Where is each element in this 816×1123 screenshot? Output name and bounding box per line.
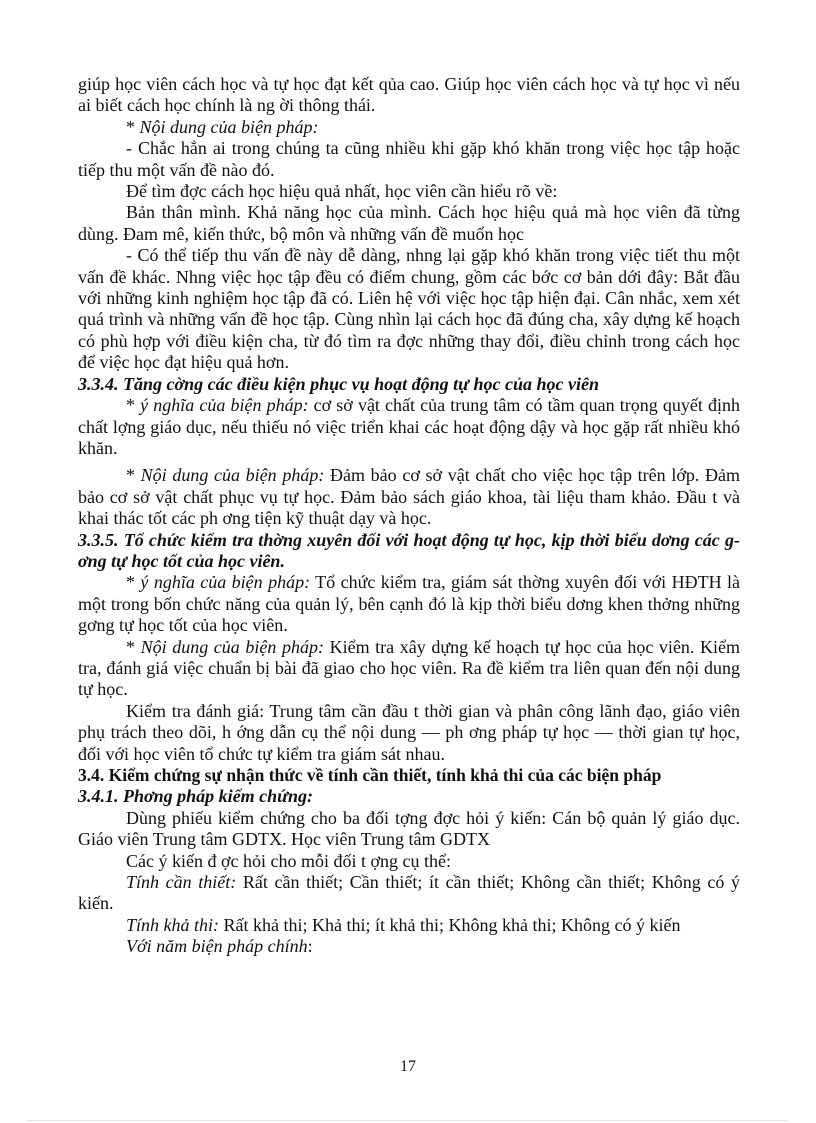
labeled-paragraph	[78, 915, 740, 936]
labeled-paragraph	[78, 465, 740, 529]
section-heading: 3.3.5. Tổ chức kiểm tra thờng xuyên đối với hoạt động tự học, kịp thời biểu dơng các gơng tự học tốt của học viên.	[78, 529, 740, 571]
bullet-marker: *	[126, 395, 141, 416]
paragraph-text: Rất khả thi; Khả thi; ít khả thi; Không khả thi; Không có ý kiến	[219, 914, 681, 935]
section-heading: 3.3.4. Tăng cờng các điều kiện phục vụ hoạt động tự học của học viên	[78, 373, 599, 394]
labeled-paragraph	[78, 572, 740, 636]
labeled-paragraph	[78, 117, 740, 138]
paragraph: Bản thân mình. Khả năng học của mình. Cách học hiệu quả mà học viên đã từng dùng. Đam mê, kiến thức, bộ môn và những vấn đề muốn học	[78, 202, 740, 244]
paragraph-text: Kiểm tra xây dựng kế hoạch tự học của học viên. Kiểm tra, đánh giá việc chuẩn bị bài đã giao cho học viên. Ra đề kiểm tra liên quan đến nội dung tự học.	[78, 636, 741, 700]
paragraph: giúp học viên cách học và tự học đạt kết qủa cao. Giúp học viên cách học và tự học vì nếu ai biết cách học chính là ng ời thông thái.	[78, 74, 740, 116]
section-heading: 3.4. Kiểm chứng sự nhận thức về tính cần thiết, tính khả thi của các biện pháp	[78, 765, 662, 785]
labeled-paragraph	[78, 936, 740, 957]
section-heading: 3.4.1. Phơng pháp kiểm chứng:	[78, 786, 313, 807]
paragraph: - Chắc hẳn ai trong chúng ta cũng nhiều khi gặp khó khăn trong việc học tập hoặc tiếp thu một vấn đề nào đó.	[78, 138, 740, 180]
paragraph-text: Đảm bảo cơ sở vật chất cho việc học tập trên lớp. Đảm bảo cơ sở vật chất phục vụ tự học. Đảm bảo sách giáo khoa, tài liệu tham khảo. Đầu t và khai thác tốt các ph ơng tiện kỹ thuật dạy và học.	[78, 465, 740, 529]
bullet-marker: *	[126, 465, 141, 486]
paragraph: Để tìm đợc cách học hiệu quả nhất, học viên cần hiểu rõ về:	[126, 181, 558, 202]
paragraph-text: :	[307, 936, 313, 957]
bullet-marker: *	[126, 572, 141, 593]
paragraph-label: Tính cần thiết:	[126, 872, 237, 893]
page-number: 17	[400, 1058, 416, 1075]
paragraph-text: Tổ chức kiểm tra, giám sát thờng xuyên đối với HĐTH là một trong bốn chức năng của quản lý, bên cạnh đó là kịp thời biểu dơng khen thởng những gơng tự học tốt của học viên.	[78, 572, 740, 636]
paragraph-text: Rất cần thiết; Cần thiết; ít cần thiết; Không cần thiết; Không có ý kiến.	[78, 872, 740, 914]
document-body	[78, 74, 740, 958]
bullet-marker: *	[126, 116, 140, 137]
paragraph-label: Nội dung của biện pháp:	[140, 636, 324, 657]
paragraph-label: Nội dung của biện pháp:	[140, 465, 325, 486]
paragraph-text: cơ sở vật chất của trung tâm có tầm quan trọng quyết định chất lợng giáo dục, nếu thiếu nó việc triển khai các hoạt động dậy và học gặp rất nhiều khó khăn.	[78, 395, 741, 458]
labeled-paragraph	[78, 872, 740, 915]
paragraph-label: Nội dung của biện pháp:	[139, 116, 319, 137]
paragraph: Dùng phiếu kiểm chứng cho ba đối tợng đợc hỏi ý kiến: Cán bộ quản lý giáo dục. Giáo viên Trung tâm GDTX. Học viên Trung tâm GDTX	[78, 807, 740, 850]
paragraph: Các ý kiến đ ợc hỏi cho mỗi đối t ợng cụ thể:	[126, 850, 451, 871]
paragraph-label: Với năm biện pháp chính	[126, 936, 308, 957]
bullet-marker: *	[126, 636, 141, 657]
labeled-paragraph	[78, 637, 740, 701]
page-footer-divider	[28, 1120, 788, 1121]
labeled-paragraph	[78, 395, 740, 459]
paragraph-label: Tính khả thi:	[126, 914, 219, 935]
paragraph: Kiểm tra đánh giá: Trung tâm cần đầu t thời gian và phân công lãnh đạo, giáo viên phụ trách theo dõi, h ớng dẫn cụ thể nội dung — ph ơng pháp tự học — thời gian tự học, đối với học viên tổ chức tự kiểm tra giám sát nhau.	[78, 700, 740, 764]
paragraph-label: ý nghĩa của biện pháp:	[140, 395, 309, 416]
paragraph: - Có thể tiếp thu vấn đề này dễ dàng, nhng lại gặp khó khăn trong việc tiết thu một vấn đề khác. Nhng việc học tập đều có điểm chung, gồm các bớc cơ bản dới đây: Bắt đầu với những kinh nghiệm học tập đã có. Liên hệ với việc học tập hiện đại. Cân nhắc, xem xét quá trình và những vấn đề học tập. Cùng nhìn lại cách học đã đúng cha, xây dựng kế hoạch có phù hợp với điều kiện cha, từ đó tìm ra đợc những thay đổi, điều chỉnh trong cách học để việc học đạt hiệu quả hơn.	[78, 245, 740, 373]
paragraph-label: ý nghĩa của biện pháp:	[140, 572, 311, 593]
